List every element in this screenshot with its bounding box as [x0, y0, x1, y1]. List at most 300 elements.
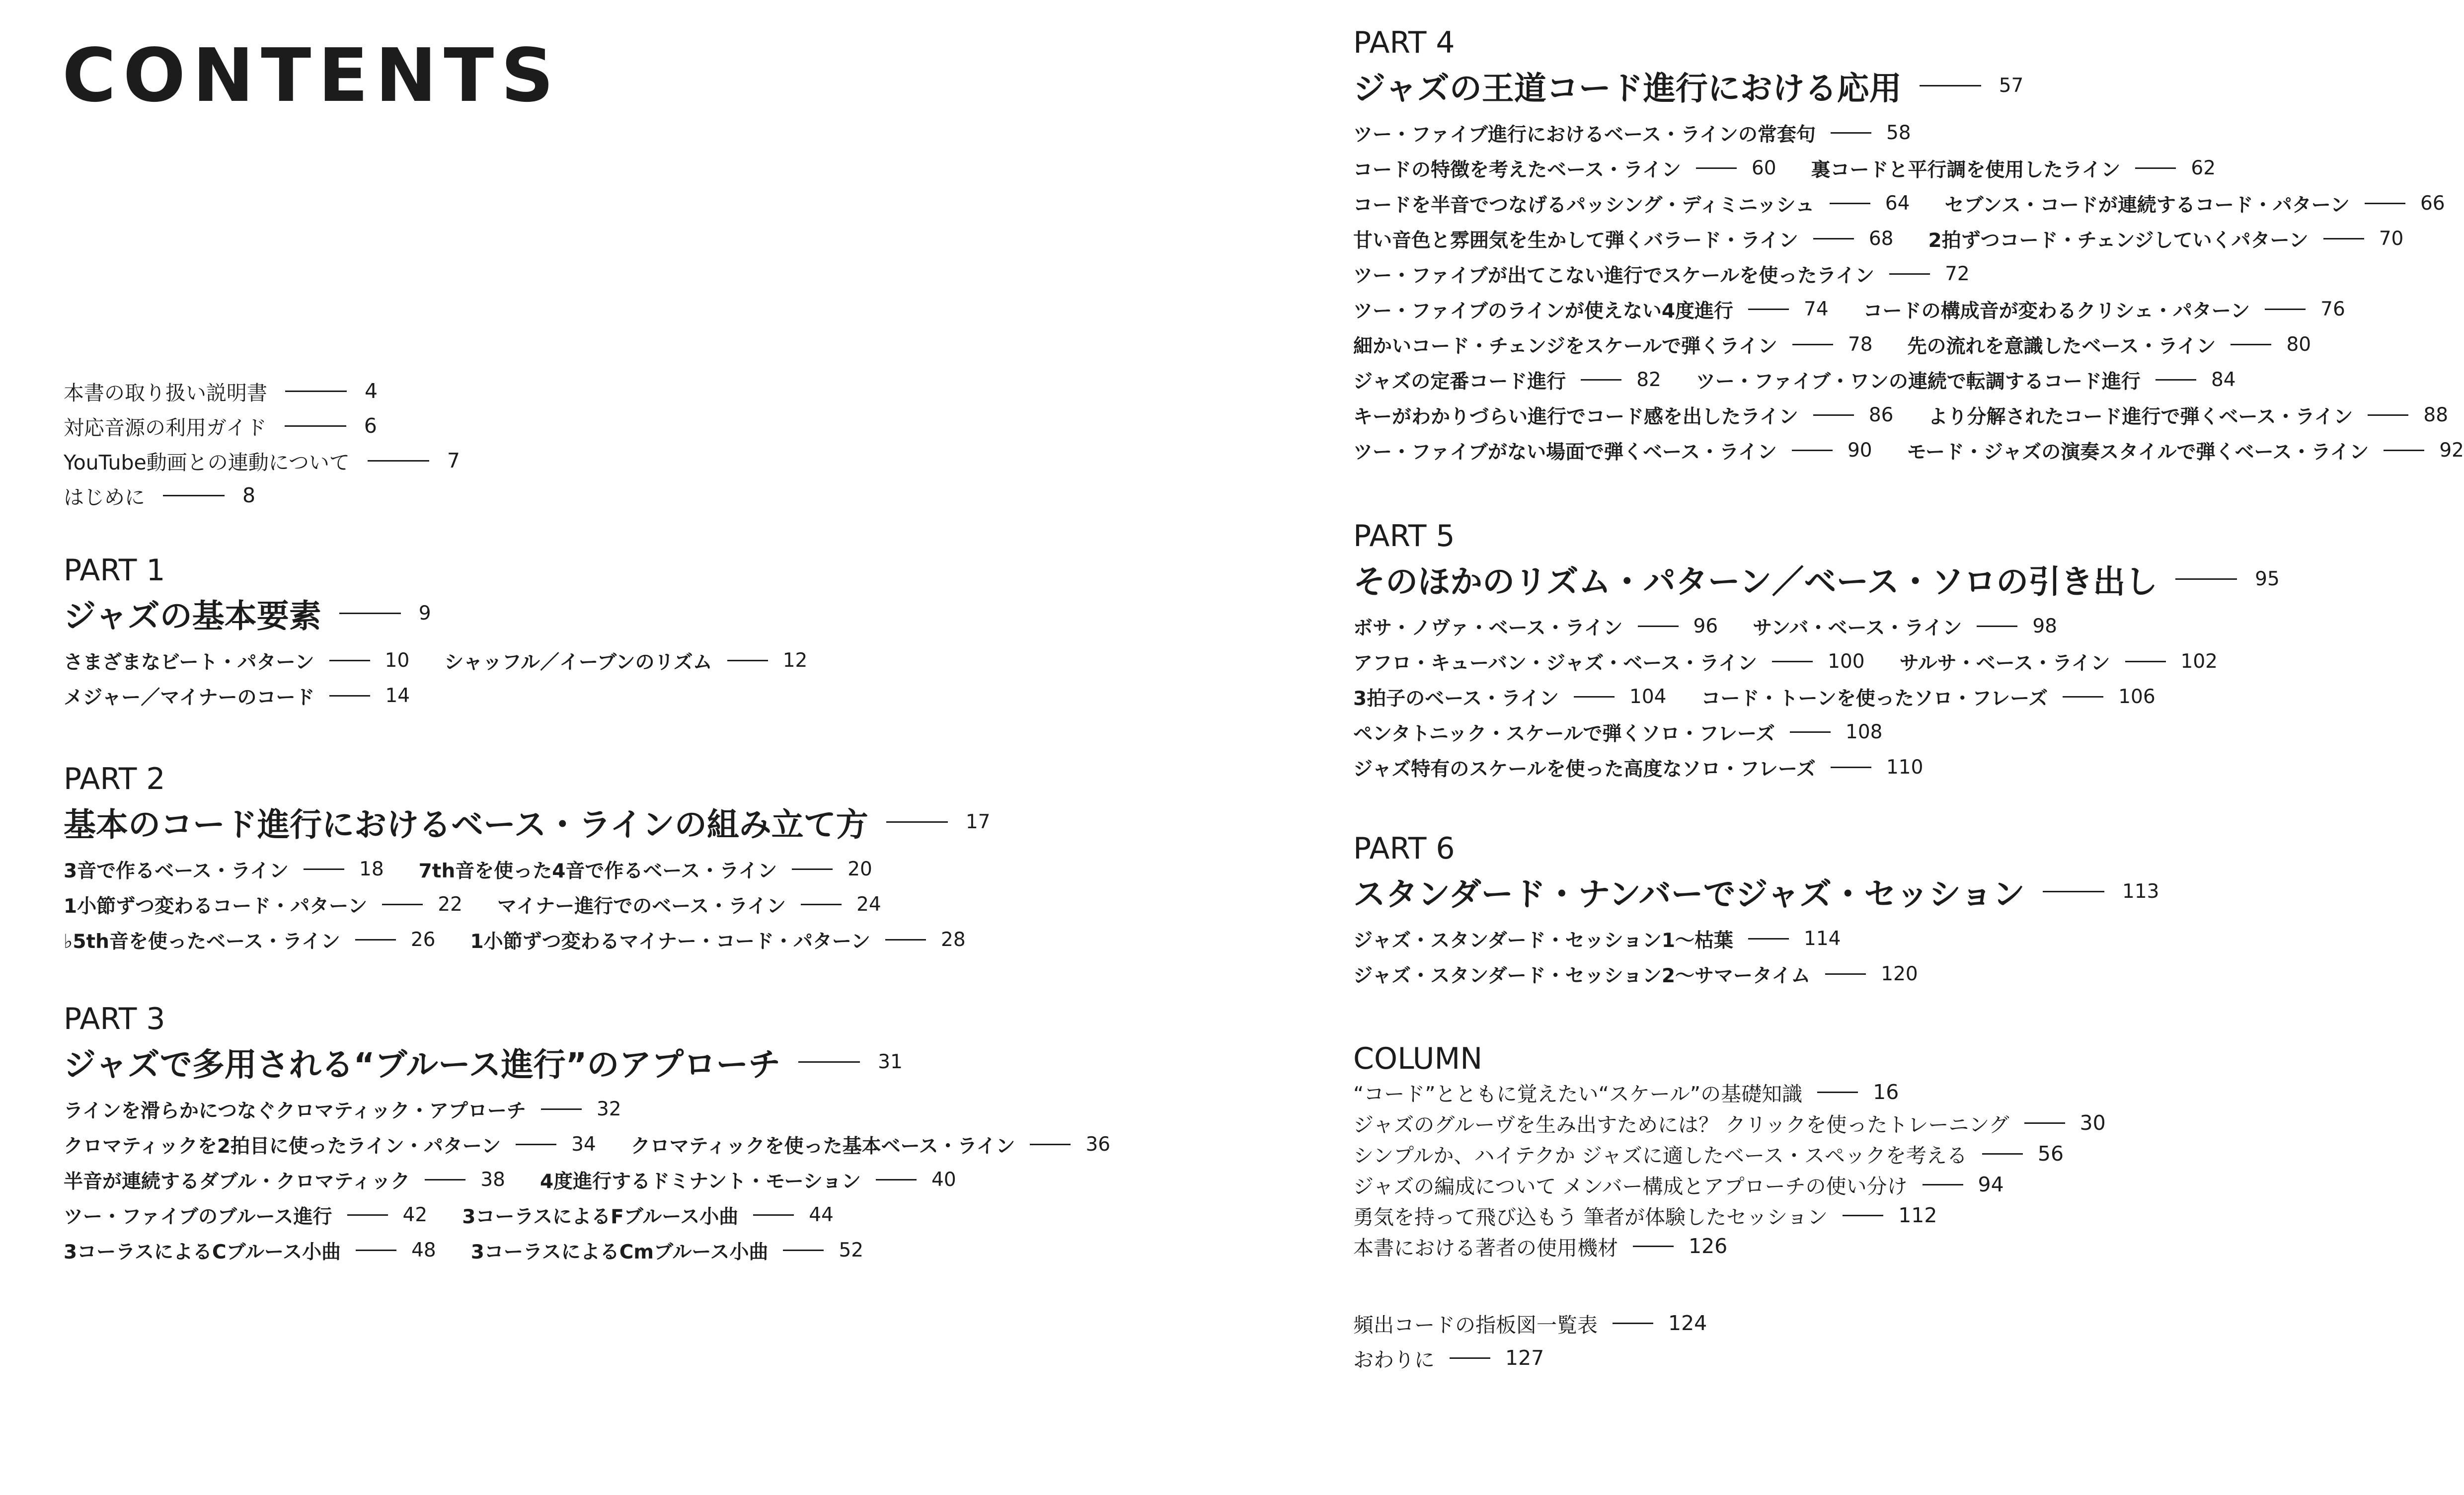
toc-entry[interactable]: [64, 1131, 596, 1159]
toc-row: [64, 1092, 1110, 1127]
leader-dash: [329, 660, 370, 661]
toc-entry[interactable]: [64, 926, 435, 954]
toc-entry[interactable]: [1353, 960, 1918, 988]
leader-dash: [1920, 85, 1981, 86]
entry-title: 勇気を持って飛び込もう 筆者が体験したセッション: [1353, 1205, 1828, 1229]
entry-page: 6: [364, 414, 377, 438]
entry-page: 72: [1945, 263, 1970, 285]
leader-dash: [1792, 344, 1833, 345]
part-page: 17: [965, 810, 991, 833]
leader-dash: [1889, 273, 1930, 275]
toc-entry[interactable]: [1353, 1138, 2106, 1169]
entry-page: 38: [480, 1169, 505, 1191]
entry-title: 3拍子のベース・ライン: [1353, 687, 1559, 710]
toc-entry[interactable]: [64, 682, 410, 710]
toc-entry[interactable]: [64, 647, 409, 675]
leader-dash: [801, 904, 842, 905]
toc-row: [1353, 292, 2464, 327]
toc-entry[interactable]: [1353, 1231, 2106, 1261]
toc-entry[interactable]: [1353, 190, 1910, 218]
toc-row: [1353, 956, 2159, 992]
entry-title: キーがわかりづらい進行でコード感を出したライン: [1353, 405, 1798, 428]
toc-entry[interactable]: [1353, 401, 1893, 429]
entry-page: 70: [2379, 228, 2404, 250]
entry-title: より分解されたコード進行で弾くベース・ライン: [1928, 405, 2353, 428]
leader-dash: [2175, 578, 2237, 580]
entry-title: コード・トーンを使ったソロ・フレーズ: [1701, 687, 2048, 710]
part-4-section: [1353, 25, 2464, 468]
leader-dash: [1817, 1092, 1858, 1093]
toc-entry[interactable]: [1353, 331, 1873, 359]
entry-title: コードの特徴を考えたベース・ライン: [1353, 158, 1681, 181]
part-title-text: ジャズで多用される“ブルース進行”のアプローチ: [64, 1046, 781, 1084]
toc-entry[interactable]: [631, 1131, 1110, 1159]
part-3-section: [64, 1001, 1110, 1268]
toc-entry[interactable]: [1907, 437, 2464, 465]
toc-entry[interactable]: [64, 1096, 621, 1123]
leader-dash: [2156, 379, 2196, 381]
toc-row: [1353, 186, 2464, 221]
leader-dash: [1982, 1153, 2023, 1155]
toc-entry[interactable]: [1353, 155, 1776, 182]
toc-entry[interactable]: [1944, 190, 2445, 218]
leader-dash: [1831, 767, 1871, 768]
toc-entry[interactable]: [64, 408, 460, 443]
entry-page: 4: [365, 379, 378, 403]
toc-row: [64, 887, 990, 922]
entry-page: 58: [1886, 122, 1911, 144]
entry-page: 66: [2420, 192, 2445, 215]
toc-entry[interactable]: [470, 926, 965, 954]
part-page: 57: [1999, 74, 2024, 97]
leader-dash: [886, 821, 948, 823]
entry-page: 32: [596, 1098, 621, 1120]
leader-dash: [368, 460, 429, 462]
toc-entry[interactable]: [1353, 1200, 2106, 1231]
entry-title: 3コーラスによるCブルース小曲: [64, 1241, 341, 1263]
leader-dash: [1830, 203, 1870, 204]
leader-dash: [425, 1179, 465, 1180]
toc-entry[interactable]: [64, 374, 460, 408]
leader-dash: [2265, 309, 2306, 310]
leader-dash: [339, 613, 401, 614]
toc-row: [1353, 714, 2280, 750]
part-title[interactable]: [64, 797, 990, 847]
entry-page: 44: [809, 1204, 834, 1226]
entry-page: 102: [2180, 650, 2218, 673]
toc-row: [1353, 921, 2159, 956]
entry-title: 3コーラスによるCmブルース小曲: [470, 1241, 769, 1263]
entry-title: さまざまなビート・パターン: [64, 651, 314, 674]
toc-entry[interactable]: [1753, 613, 2057, 640]
entry-title: アフロ・キューバン・ジャズ・ベース・ライン: [1353, 652, 1758, 675]
entry-page: 112: [1898, 1203, 1937, 1227]
entry-title: ツー・ファイブ進行におけるベース・ラインの常套句: [1353, 123, 1816, 146]
part-label: PART 4: [1353, 25, 1455, 60]
toc-entry[interactable]: [1811, 155, 2216, 182]
entry-title: 3音で作るベース・ライン: [64, 860, 289, 882]
leader-dash: [1843, 1215, 1883, 1216]
entry-title: 頻出コードの指板図一覧表: [1353, 1313, 1598, 1337]
part-label: PART 2: [64, 762, 165, 796]
column-section: [1353, 1041, 2106, 1261]
entry-page: 126: [1689, 1234, 1728, 1258]
entry-page: 90: [1847, 439, 1872, 462]
entry-page: 30: [2079, 1111, 2106, 1135]
toc-row: [64, 678, 807, 713]
leader-dash: [1831, 132, 1871, 134]
entry-page: 68: [1868, 228, 1894, 250]
entry-title: マイナー進行でのベース・ライン: [497, 895, 786, 918]
entry-title: シンプルか、ハイテクか ジャズに適したベース・スペックを考える: [1353, 1143, 1967, 1168]
toc-entry[interactable]: [1353, 1340, 1707, 1375]
leader-dash: [1813, 414, 1854, 416]
leader-dash: [783, 1250, 824, 1251]
entry-title: 7th音を使った4音で作るベース・ライン: [418, 860, 777, 882]
part-title-text: 基本のコード進行におけるベース・ラインの組み立て方: [64, 806, 868, 844]
leader-dash: [798, 1061, 860, 1063]
entry-title: 1小節ずつ変わるマイナー・コード・パターン: [470, 930, 871, 953]
entry-title: ジャズ・スタンダード・セッション2〜サマータイム: [1353, 964, 1811, 987]
toc-row: [64, 1162, 1110, 1197]
entry-page: 18: [359, 858, 384, 880]
leader-dash: [1977, 626, 2017, 627]
entry-page: 106: [2118, 686, 2156, 708]
entry-page: 98: [2032, 615, 2057, 637]
leader-dash: [285, 425, 346, 427]
entry-page: 8: [242, 483, 256, 507]
entry-page: 60: [1751, 157, 1776, 179]
right-page: [1192, 0, 2464, 1495]
part-title-text: スタンダード・ナンバーでジャズ・セッション: [1353, 876, 2025, 913]
toc-entry[interactable]: [64, 1237, 436, 1264]
entry-title: 1小節ずつ変わるコード・パターン: [64, 895, 368, 918]
entry-title: セブンス・コードが連続するコード・パターン: [1944, 194, 2350, 217]
toc-row: [1353, 397, 2464, 433]
toc-entry[interactable]: [1353, 925, 1841, 953]
entry-title: ボサ・ノヴァ・ベース・ライン: [1353, 617, 1623, 639]
entry-title: 先の流れを意識したベース・ライン: [1907, 335, 2216, 358]
part-label: PART 5: [1353, 519, 1455, 553]
leader-dash: [1633, 1246, 1674, 1247]
toc-entry[interactable]: [1353, 437, 1872, 465]
part-label: PART 1: [64, 553, 165, 588]
leader-dash: [355, 939, 396, 941]
toc-row: [64, 1197, 1110, 1233]
toc-row: [1353, 151, 2464, 186]
part-1-section: [64, 552, 807, 713]
leader-dash: [285, 391, 347, 392]
entry-page: 40: [931, 1169, 956, 1191]
entry-title: はじめに: [64, 485, 145, 509]
leader-dash: [1030, 1144, 1071, 1145]
toc-entry[interactable]: [1353, 366, 1661, 394]
entry-title: ツー・ファイブのブルース進行: [64, 1205, 332, 1228]
leader-dash: [2063, 696, 2103, 698]
entry-title: 2拍ずつコード・チェンジしていくパターン: [1928, 229, 2309, 252]
entry-page: 110: [1886, 756, 1924, 779]
toc-entry[interactable]: [1353, 754, 1923, 782]
entry-page: 52: [839, 1239, 864, 1261]
toc-entry[interactable]: [1353, 296, 1829, 323]
leader-dash: [304, 868, 344, 870]
contents-heading: CONTENTS: [62, 33, 561, 118]
toc-entry[interactable]: [1353, 648, 1865, 676]
toc-entry[interactable]: [1353, 683, 1666, 711]
entry-title: 4度進行するドミナント・モーション: [539, 1170, 861, 1193]
leader-dash: [876, 1179, 917, 1180]
toc-entry[interactable]: [64, 1166, 505, 1194]
leader-dash: [1450, 1357, 1490, 1359]
toc-row: [1353, 644, 2280, 679]
leader-dash: [1792, 450, 1833, 451]
leader-dash: [1748, 309, 1789, 310]
leader-dash: [2323, 238, 2364, 239]
part-title-text: そのほかのリズム・パターン／ベース・ソロの引き出し: [1353, 563, 2158, 601]
leader-dash: [2231, 344, 2271, 345]
entry-page: 84: [2211, 369, 2236, 391]
part-page: 113: [2122, 880, 2159, 903]
toc-entry[interactable]: [1701, 683, 2155, 711]
leader-dash: [329, 695, 370, 697]
leader-dash: [1581, 379, 1621, 381]
entry-page: 96: [1693, 615, 1718, 637]
toc-entry[interactable]: [540, 1166, 956, 1194]
entry-page: 22: [438, 893, 462, 916]
entry-title: おわりに: [1353, 1347, 1435, 1372]
entry-page: 26: [410, 929, 436, 951]
leader-dash: [1638, 626, 1679, 627]
toc-row: [64, 643, 807, 678]
toc-entry[interactable]: [1353, 225, 1893, 253]
part-title-text: ジャズの基本要素: [64, 598, 321, 635]
intro-list: [64, 374, 460, 513]
leader-dash: [1923, 1184, 1963, 1185]
leader-dash: [1790, 731, 1831, 733]
leader-dash: [2024, 1122, 2065, 1124]
entry-page: 34: [571, 1133, 596, 1156]
part-page: 95: [2255, 567, 2280, 590]
part-title[interactable]: [1353, 61, 2464, 110]
entry-page: 92: [2439, 439, 2464, 462]
toc-row: [1353, 327, 2464, 362]
leader-dash: [1574, 696, 1615, 698]
entry-title: クロマティックを2拍目に使ったライン・パターン: [64, 1135, 501, 1158]
entry-page: 114: [1804, 928, 1841, 950]
part-title-text: ジャズの王道コード進行における応用: [1353, 70, 1902, 107]
entry-title: 3コーラスによるFブルース小曲: [462, 1205, 739, 1228]
entry-page: 120: [1881, 963, 1918, 985]
leader-dash: [541, 1108, 582, 1110]
toc-row: [1353, 609, 2280, 644]
toc-entry[interactable]: [471, 1237, 863, 1264]
entry-page: 10: [385, 649, 410, 672]
toc-entry[interactable]: [64, 856, 384, 883]
part-page: 9: [418, 602, 431, 625]
part-title[interactable]: [64, 1037, 1110, 1087]
entry-title: 甘い音色と雰囲気を生かして弾くバラード・ライン: [1353, 229, 1798, 252]
toc-row: [64, 922, 990, 957]
entry-title: ジャズのグルーヴを生み出すためには？ クリックを使ったトレーニング: [1353, 1112, 2009, 1137]
toc-row: [64, 1233, 1110, 1268]
entry-page: 88: [2423, 404, 2449, 426]
entry-title: ツー・ファイブ・ワンの連続で転調するコード進行: [1695, 370, 2141, 393]
part-2-section: [64, 761, 990, 957]
leader-dash: [2368, 414, 2408, 416]
leader-dash: [1748, 938, 1789, 940]
entry-title: ツー・ファイブのラインが使えない4度進行: [1353, 300, 1734, 322]
entry-title: コードの構成音が変わるクリシェ・パターン: [1863, 300, 2250, 322]
entry-title: ジャズの定番コード進行: [1353, 370, 1566, 393]
entry-page: 16: [1873, 1080, 1899, 1104]
toc-entry[interactable]: [1928, 225, 2403, 253]
toc-entry[interactable]: [1353, 1107, 2106, 1138]
entry-title: サンバ・ベース・ライン: [1753, 617, 1962, 639]
toc-entry[interactable]: [64, 478, 460, 513]
toc-entry[interactable]: [64, 1201, 427, 1229]
entry-title: ♭5th音を使ったベース・ライン: [64, 930, 340, 953]
toc-entry[interactable]: [1353, 1169, 2106, 1200]
entry-title: YouTube動画との連動について: [64, 450, 350, 474]
entry-page: 20: [847, 858, 872, 880]
part-title[interactable]: [1353, 554, 2280, 604]
entry-page: 48: [411, 1239, 436, 1261]
entry-title: 半音が連続するダブル・クロマティック: [64, 1170, 410, 1193]
toc-row: [1353, 362, 2464, 397]
toc-entry[interactable]: [64, 891, 462, 919]
toc-entry[interactable]: [419, 856, 872, 883]
leader-dash: [885, 939, 926, 941]
entry-title: 対応音源の利用ガイド: [64, 415, 267, 440]
toc-entry[interactable]: [1353, 1077, 2106, 1107]
entry-title: ジャズ・スタンダード・セッション1〜枯葉: [1353, 929, 1734, 952]
leader-dash: [2384, 450, 2424, 451]
entry-title: ジャズの編成について メンバー構成とアプローチの使い分け: [1353, 1174, 1908, 1198]
leader-dash: [753, 1214, 794, 1216]
leader-dash: [2043, 891, 2104, 892]
part-label: PART 6: [1353, 831, 1455, 866]
entry-title: サルサ・ベース・ライン: [1899, 652, 2110, 675]
entry-page: 124: [1668, 1311, 1707, 1335]
leader-dash: [1825, 973, 1866, 975]
toc-entry[interactable]: [444, 647, 807, 675]
entry-page: 14: [385, 685, 410, 707]
toc-entry[interactable]: [1353, 1306, 1707, 1340]
entry-title: “コード”とともに覚えたい“スケール”の基礎知識: [1353, 1082, 1803, 1106]
part-5-section: [1353, 518, 2280, 785]
entry-title: ペンタトニック・スケールで弾くソロ・フレーズ: [1353, 722, 1775, 745]
entry-page: 76: [2320, 298, 2345, 320]
leader-dash: [727, 660, 768, 661]
entry-title: 細かいコード・チェンジをスケールで弾くライン: [1353, 335, 1777, 358]
entry-page: 100: [1828, 650, 1865, 673]
toc-entry[interactable]: [497, 891, 881, 919]
toc-entry[interactable]: [1353, 260, 1970, 288]
entry-page: 56: [2037, 1142, 2064, 1166]
toc-row: [1353, 679, 2280, 714]
leader-dash: [356, 1250, 396, 1251]
entry-title: ツー・ファイブが出てこない進行でスケールを使ったライン: [1353, 264, 1875, 287]
entry-page: 62: [2191, 157, 2216, 179]
toc-row: [1353, 433, 2464, 468]
entry-page: 108: [1846, 721, 1883, 743]
entry-title: メジャー／マイナーのコード: [64, 686, 315, 709]
leader-dash: [792, 868, 833, 870]
part-title[interactable]: [1353, 866, 2159, 916]
entry-page: 127: [1505, 1346, 1544, 1370]
toc-entry[interactable]: [1696, 366, 2236, 394]
entry-page: 74: [1804, 298, 1829, 320]
leader-dash: [2365, 203, 2405, 204]
toc-entry[interactable]: [1353, 718, 1882, 746]
entry-title: ジャズ特有のスケールを使った高度なソロ・フレーズ: [1353, 758, 1816, 781]
leader-dash: [1613, 1323, 1653, 1324]
entry-page: 82: [1636, 369, 1661, 391]
left-page: [0, 0, 1192, 1495]
toc-row: [1353, 221, 2464, 256]
toc-entry[interactable]: [462, 1201, 834, 1229]
toc-row: [1353, 750, 2280, 785]
toc-row: [64, 1127, 1110, 1162]
entry-title: モード・ジャズの演奏スタイルで弾くベース・ライン: [1907, 441, 2369, 464]
entry-page: 24: [856, 893, 881, 916]
leader-dash: [382, 904, 423, 905]
leader-dash: [1813, 238, 1854, 239]
entry-page: 78: [1848, 333, 1873, 356]
entry-title: 本書における著者の使用機材: [1353, 1236, 1618, 1260]
toc-row: [64, 852, 990, 887]
entry-title: シャッフル／イーブンのリズム: [444, 651, 712, 674]
toc-entry[interactable]: [1353, 613, 1718, 640]
entry-page: 7: [447, 449, 460, 472]
entry-page: 12: [782, 649, 808, 672]
entry-page: 80: [2286, 333, 2311, 356]
leader-dash: [1696, 167, 1737, 169]
part-6-section: [1353, 831, 2159, 992]
toc-entry[interactable]: [1928, 401, 2448, 429]
leader-dash: [516, 1144, 556, 1145]
toc-entry[interactable]: [1908, 331, 2311, 359]
leader-dash: [347, 1214, 388, 1216]
entry-page: 28: [941, 929, 966, 951]
part-title[interactable]: [64, 588, 807, 638]
entry-page: 94: [1978, 1173, 2004, 1196]
toc-entry[interactable]: [1353, 119, 1911, 147]
entry-title: クロマティックを使った基本ベース・ライン: [630, 1135, 1015, 1158]
leader-dash: [2135, 167, 2176, 169]
entry-page: 36: [1085, 1133, 1111, 1156]
part-label: PART 3: [64, 1002, 165, 1036]
toc-row: [1353, 115, 2464, 151]
toc-entry[interactable]: [64, 443, 460, 478]
column-label: COLUMN: [1353, 1041, 1483, 1076]
entry-page: 86: [1868, 404, 1894, 426]
part-page: 31: [878, 1050, 903, 1073]
entry-title: 裏コードと平行調を使用したライン: [1811, 158, 2121, 181]
entry-title: ラインを滑らかにつなぐクロマティック・アプローチ: [64, 1100, 526, 1122]
entry-title: コードを半音でつなげるパッシング・ディミニッシュ: [1353, 194, 1815, 217]
entry-page: 64: [1885, 192, 1910, 215]
leader-dash: [163, 495, 225, 496]
entry-page: 42: [402, 1204, 428, 1226]
toc-entry[interactable]: [1900, 648, 2218, 676]
toc-entry[interactable]: [1863, 296, 2345, 323]
entry-title: 本書の取り扱い説明書: [64, 381, 267, 405]
extra-list: [1353, 1306, 1707, 1375]
leader-dash: [1772, 661, 1813, 662]
entry-title: ツー・ファイブがない場面で弾くベース・ライン: [1353, 441, 1777, 464]
entry-page: 104: [1629, 686, 1667, 708]
